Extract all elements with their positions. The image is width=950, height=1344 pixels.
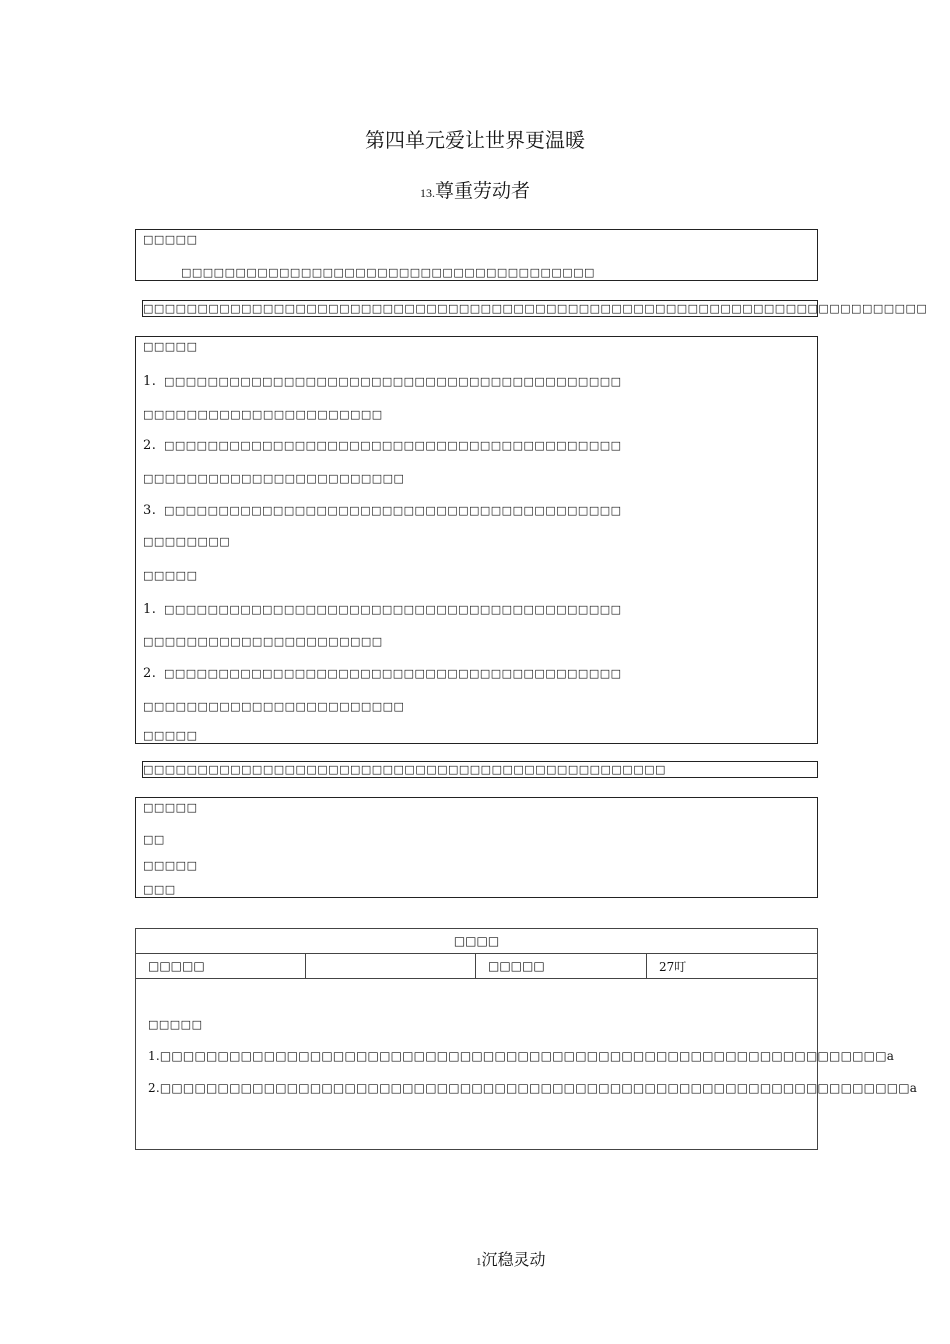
table-body-cell bbox=[136, 979, 918, 1150]
table-value-cell bbox=[306, 954, 476, 979]
table-body-line: 1.□□□□□□□□□□□□□□□□□□□□□□□□□□□□□□□□□□□□□□□□□□□□□□□□□□□□□□□□□□□□□□□a bbox=[148, 1049, 895, 1063]
item-subtext: □□□□□□□□□□□□□□□□□□□□□□□□ bbox=[143, 700, 405, 713]
item-text: □□□□□□□□□□□□□□□□□□□□□□□□□□□□□□□□□□□□□□□□□□ bbox=[164, 504, 622, 517]
item-text: □□□□□□□□□□□□□□□□□□□□□□□□□□□□□□□□□□□□□□□□□□ bbox=[164, 439, 622, 452]
table-label-cell: □□□□□ bbox=[476, 954, 647, 979]
info-box bbox=[135, 797, 818, 898]
footer-text: 沉稳灵动 bbox=[481, 1250, 546, 1269]
item-number: 1. bbox=[143, 374, 157, 389]
table-section-label: □□□□□ bbox=[148, 1018, 203, 1031]
item-subtext: □□□□□□□□□□□□□□□□□□□□□□ bbox=[143, 635, 383, 648]
unit-title: 第四单元爱让世界更温暖 bbox=[365, 128, 585, 152]
content-box bbox=[135, 336, 818, 744]
item-subtext: □□□□□□□□□□□□□□□□□□□□□□□□ bbox=[143, 472, 405, 485]
lesson-number: 13. bbox=[419, 186, 435, 200]
box-footer-text: □□□□□ bbox=[143, 729, 198, 742]
item-number: 2. bbox=[143, 438, 157, 453]
lesson-table bbox=[135, 928, 918, 1150]
table-header: □□□□ bbox=[136, 929, 818, 954]
section-heading: □□□□□ bbox=[143, 340, 198, 353]
item-subtext: □□□□□□□□ bbox=[143, 535, 231, 548]
item-text: □□□□□□□□□□□□□□□□□□□□□□□□□□□□□□□□□□□□□□□□□□ bbox=[164, 375, 622, 388]
lesson-title bbox=[0, 176, 950, 203]
info-heading: □□□□□ bbox=[143, 801, 198, 814]
objectives-box bbox=[135, 229, 818, 281]
table-value-cell: 27叮 bbox=[647, 954, 818, 979]
intro-bar bbox=[142, 300, 928, 317]
lesson-name: 尊重劳动者 bbox=[434, 180, 530, 202]
item-subtext: □□□□□□□□□□□□□□□□□□□□□□ bbox=[143, 408, 383, 421]
item-number: 3. bbox=[143, 503, 157, 518]
section-heading: □□□□□ bbox=[143, 569, 198, 582]
item-number: 2. bbox=[143, 666, 157, 681]
summary-bar bbox=[142, 761, 818, 778]
info-value: □□ bbox=[143, 833, 165, 846]
table-label-cell: □□□□□ bbox=[136, 954, 306, 979]
item-text: □□□□□□□□□□□□□□□□□□□□□□□□□□□□□□□□□□□□□□□□□□ bbox=[164, 603, 622, 616]
item-text: □□□□□□□□□□□□□□□□□□□□□□□□□□□□□□□□□□□□□□□□□□ bbox=[164, 667, 622, 680]
info-heading: □□□□□ bbox=[143, 859, 198, 872]
page-number: 1 bbox=[476, 1256, 482, 1268]
page-footer bbox=[476, 1247, 546, 1270]
box-line: □□□□□□□□□□□□□□□□□□□□□□□□□□□□□□□□□□□□□□ bbox=[181, 266, 595, 279]
summary-bar-text: □□□□□□□□□□□□□□□□□□□□□□□□□□□□□□□□□□□□□□□□□□□□□□□□ bbox=[143, 763, 666, 776]
intro-bar-text: □□□□□□□□□□□□□□□□□□□□□□□□□□□□□□□□□□□□□□□□□□□□□□□□□□□□□□□□□□□□□□□□□□□□□□□□ bbox=[143, 302, 928, 315]
table-body-line: 2.□□□□□□□□□□□□□□□□□□□□□□□□□□□□□□□□□□□□□□□□□□□□□□□□□□□□□□□□□□□□□□□□□a bbox=[148, 1081, 918, 1095]
box-heading: □□□□□ bbox=[143, 233, 198, 246]
info-value: □□□ bbox=[143, 883, 176, 896]
item-number: 1. bbox=[143, 602, 157, 617]
